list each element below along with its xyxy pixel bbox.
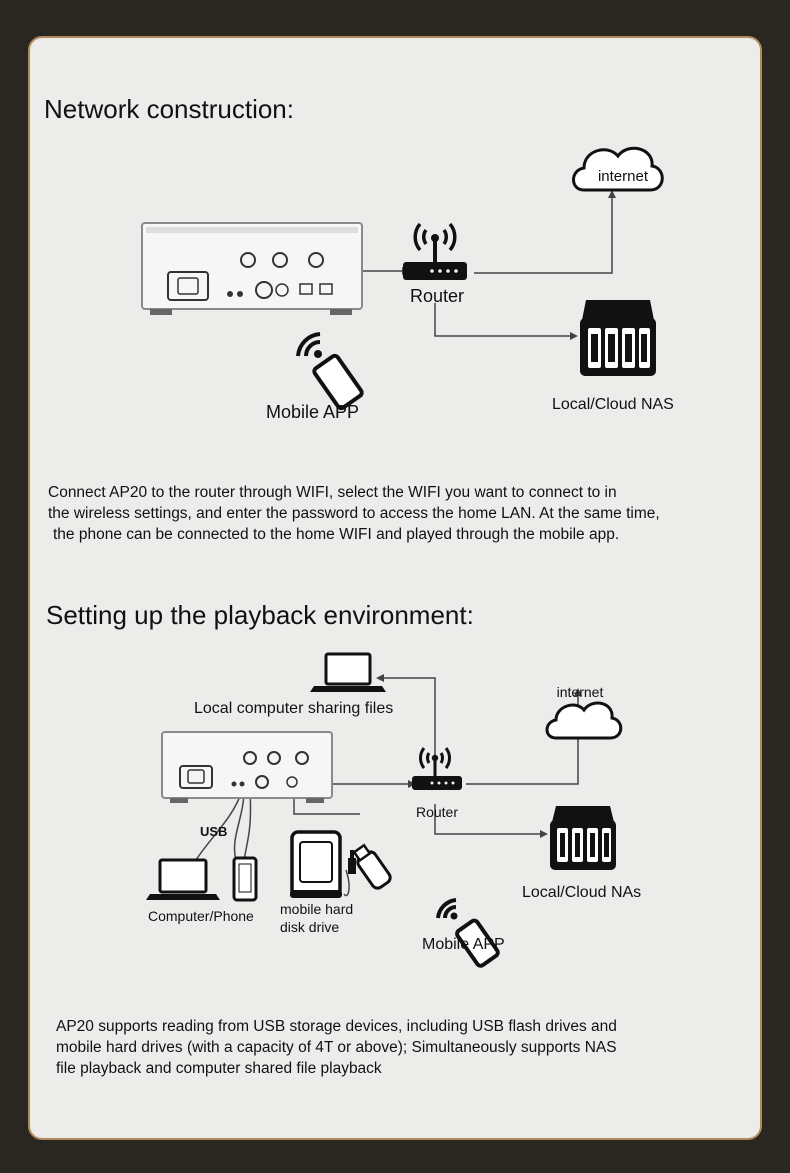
description-line: Connect AP20 to the router through WIFI, select the WIFI you want to connect to in xyxy=(48,484,617,501)
cloud-icon xyxy=(547,703,621,738)
wifi-signal-icon xyxy=(298,334,322,358)
hard-disk-label-line: disk drive xyxy=(280,919,340,935)
hard-disk-label-line: mobile hard xyxy=(280,901,354,917)
router-icon xyxy=(412,748,462,790)
mobile-app-label: Mobile APP xyxy=(422,936,505,953)
internet-label: internet xyxy=(597,168,649,185)
laptop-icon xyxy=(310,654,386,692)
computer-phone-label: Computer/Phone xyxy=(148,908,254,924)
description-line: AP20 supports reading from USB storage devices, including USB flash drives and xyxy=(56,1018,617,1035)
info-card xyxy=(28,36,762,1140)
hard-disk-label xyxy=(280,900,353,936)
section2-description xyxy=(56,1016,746,1079)
computer-sharing-label: Local computer sharing files xyxy=(194,700,394,717)
phone-icon xyxy=(234,858,256,900)
computer-icon xyxy=(146,860,220,900)
usb-label: USB xyxy=(200,824,228,839)
nas-icon xyxy=(550,806,616,870)
playback-diagram xyxy=(30,638,762,1008)
section2-title: Setting up the playback environment: xyxy=(46,600,474,630)
connection-lines xyxy=(360,198,612,336)
internet-label: internet xyxy=(556,684,604,700)
description-line: the phone can be connected to the home WIFI and played through the mobile app. xyxy=(53,526,620,543)
nas-label: Local/Cloud NAS xyxy=(552,396,674,413)
nas-icon xyxy=(580,300,656,376)
section1-title: Network construction: xyxy=(44,94,294,124)
hard-disk-icon xyxy=(290,832,342,898)
description-line: the wireless settings, and enter the password to access the home LAN. At the same time, xyxy=(48,505,660,522)
usb-flash-drive-icon xyxy=(351,843,393,891)
nas-label: Local/Cloud NAs xyxy=(522,884,642,901)
description-line: mobile hard drives (with a capacity of 4T or above); Simultaneously supports NAS xyxy=(56,1039,617,1056)
router-icon xyxy=(403,224,467,280)
section1-description xyxy=(48,482,752,545)
description-line: file playback and computer shared file playback xyxy=(56,1060,382,1077)
router-label: Router xyxy=(415,804,459,820)
wifi-signal-icon xyxy=(438,900,458,920)
ap20-device-icon xyxy=(142,223,362,315)
router-label: Router xyxy=(409,286,465,306)
ap20-device-icon xyxy=(162,732,332,803)
mobile-app-label: Mobile APP xyxy=(266,402,360,422)
